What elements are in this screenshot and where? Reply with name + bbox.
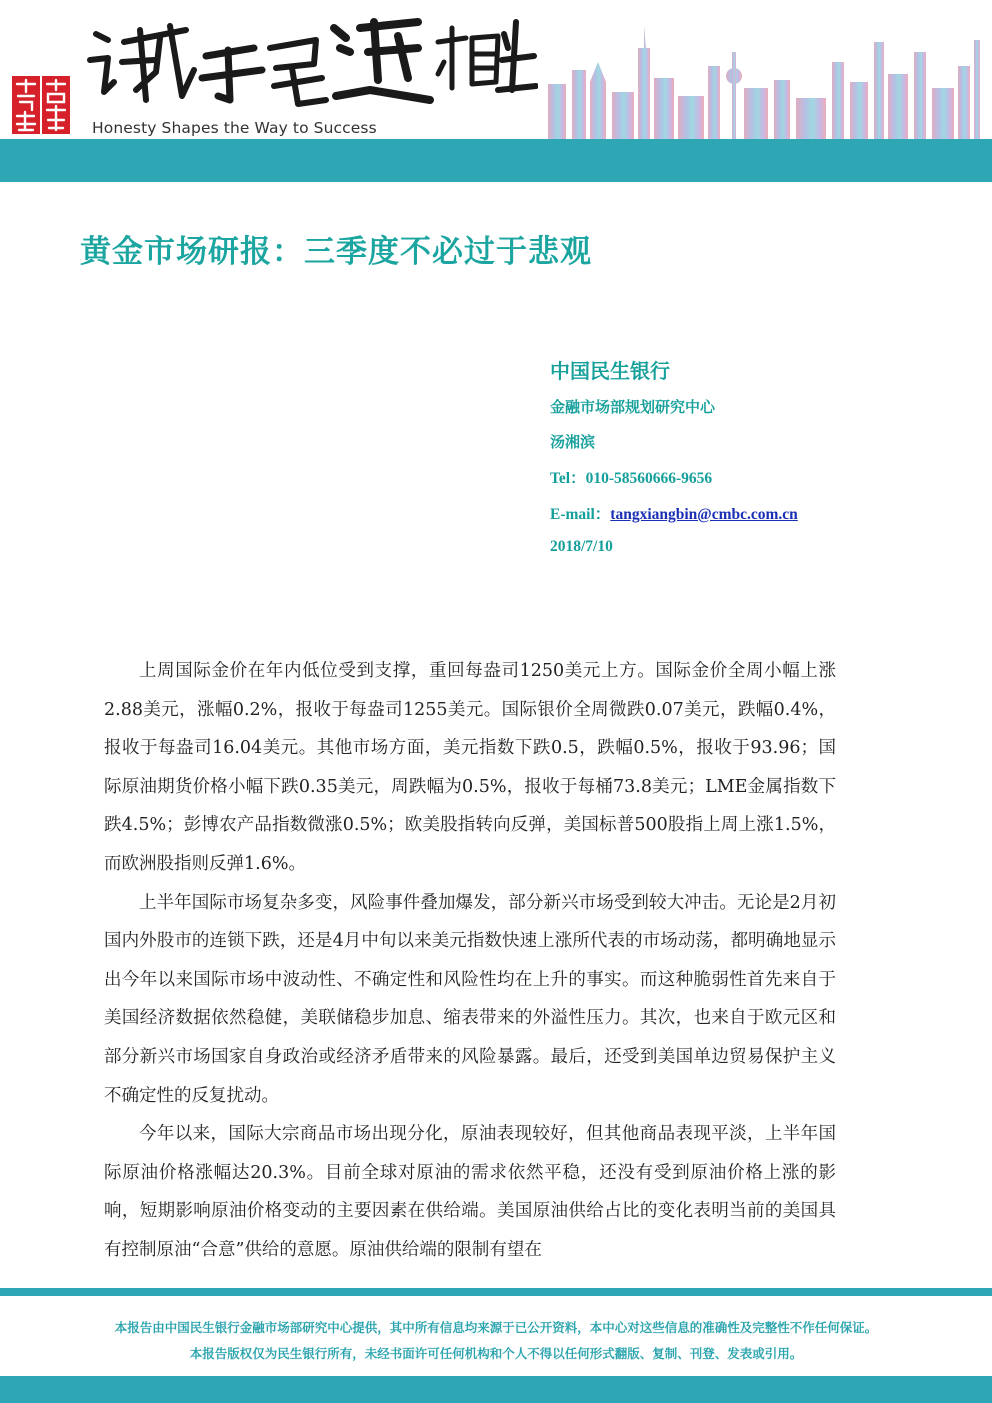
header-band: [0, 139, 992, 182]
author-name: 汤湘滨: [550, 433, 596, 451]
page-header: [0, 0, 992, 182]
email-label: E-mail：: [550, 506, 611, 523]
footer-band: [0, 1376, 992, 1403]
body-paragraph-1: 上周国际金价在年内低位受到支撑，重回每盎司1250美元上方。国际金价全周小幅上涨2.88美元，涨幅0.2%，报收于每盎司1255美元。国际银价全周微跌0.07美元，跌幅0.4%，报收于每盎司16.04美元。其他市场方面，美元指数下跌0.5，跌幅0.5%，报收于93.96；国际原油期货价格小幅下跌0.35美元，周跌幅为0.5%，报收于每桶73.8美元；LME金属指数下跌4.5%；彭博农产品指数微涨0.5%；欧美股指转向反弹，美国标普500股指上周上涨1.5%，而欧洲股指则反弹1.6%。: [104, 661, 836, 874]
disclaimer-source: 本报告由中国民生银行金融市场部研究中心提供，其中所有信息均来源于已公开资料，本中心对这些信息的准确性及完整性不作任何保证。: [114, 1320, 878, 1335]
department-name: 金融市场部规划研究中心: [550, 398, 716, 416]
body-paragraph-3: 今年以来，国际大宗商品市场出现分化，原油表现较好，但其他商品表现平淡，上半年国际原油价格涨幅达20.3%。目前全球对原油的需求依然平稳，还没有受到原油价格上涨的影响，短期影响原油价格变动的主要因素在供给端。美国原油供给占比的变化表明当前的美国具有控制原油“合意”供给的意愿。原油供给端的限制有望在: [104, 1124, 836, 1260]
footer-divider: [0, 1288, 992, 1296]
body-paragraph-2: 上半年国际市场复杂多变，风险事件叠加爆发，部分新兴市场受到较大冲击。无论是2月初国内外股市的连锁下跌，还是4月中旬以来美元指数快速上涨所代表的市场动荡，都明确地显示出今年以来国际市场中波动性、不确定性和风险性均在上升的事实。而这种脆弱性首先来自于美国经济数据依然稳健，美联储稳步加息、缩表带来的外溢性压力。其次，也来自于欧元区和部分新兴市场国家自身政治或经济矛盾带来的风险暴露。最后，还受到美国单边贸易保护主义不确定性的反复扰动。: [104, 892, 836, 1106]
english-slogan: Honesty Shapes the Way to Success: [92, 119, 377, 137]
cmbc-slogan-badge-icon: [12, 76, 70, 134]
author-info-block: [550, 355, 970, 570]
telephone: [550, 466, 970, 488]
email-link[interactable]: tangxiangbin@cmbc.com.cn: [610, 506, 798, 523]
report-title: 黄金市场研报：三季度不必过于悲观: [80, 234, 592, 270]
tel-label: Tel：: [550, 470, 586, 487]
report-body: [104, 652, 836, 1270]
calligraphy-slogan: [78, 8, 538, 120]
tel-number: 010-58560666-9656: [585, 470, 713, 487]
disclaimer-copyright: 本报告版权仅为民生银行所有，未经书面许可任何机构和个人不得以任何形式翻版、复制、刊登、发表或引用。: [189, 1346, 803, 1361]
page-footer: [0, 1296, 992, 1376]
city-skyline-illustration: [538, 22, 992, 140]
email: [550, 502, 970, 524]
bank-name: 中国民生银行: [550, 359, 670, 383]
report-date: 2018/7/10: [550, 538, 613, 555]
